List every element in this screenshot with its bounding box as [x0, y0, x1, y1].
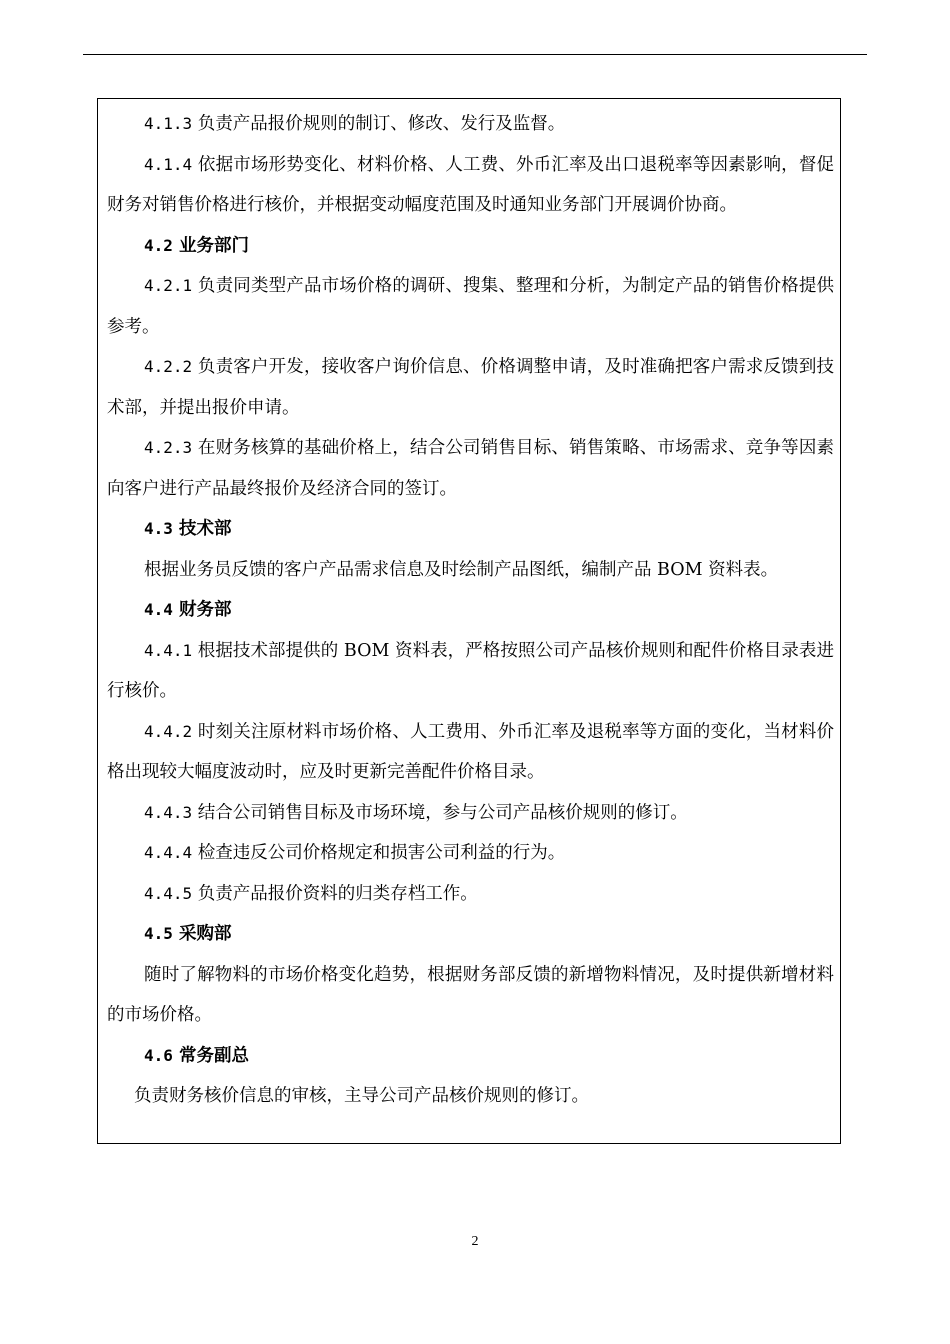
paragraph: [107, 1076, 834, 1117]
paragraph-text: 随时了解物料的市场价格变化趋势，根据财务部反馈的新增物料情况，及时提供新增材料的市场价格。: [107, 964, 834, 1025]
header-rule: [83, 54, 867, 55]
paragraph-number: 4.1.3: [144, 114, 193, 133]
paragraph-text: 负责同类型产品市场价格的调研、搜集、整理和分析，为制定产品的销售价格提供参考。: [107, 276, 834, 337]
section-heading: [107, 226, 834, 267]
paragraph-text: 常务副总: [179, 1045, 249, 1066]
paragraph-number: 4.5: [144, 924, 173, 943]
document-body: [107, 104, 834, 1117]
paragraph-text: 采购部: [179, 924, 232, 944]
page-number: 2: [471, 1234, 479, 1249]
paragraph-text: 财务部: [179, 600, 232, 620]
paragraph-number: 4.4.4: [144, 843, 193, 862]
paragraph-text: 检查违反公司价格规定和损害公司利益的行为。: [197, 843, 566, 863]
paragraph-text: 负责产品报价规则的制订、修改、发行及监督。: [197, 114, 566, 134]
paragraph-number: 4.3: [144, 519, 173, 538]
paragraph: [107, 955, 834, 1036]
paragraph-number: 4.6: [144, 1045, 173, 1065]
paragraph-text: 负责产品报价资料的归类存档工作。: [197, 883, 478, 904]
paragraph-text: 负责财务核价信息的审核，主导公司产品核价规则的修订。: [134, 1086, 589, 1106]
paragraph-number: 4.2: [144, 235, 173, 255]
paragraph-text: 在财务核算的基础价格上，结合公司销售目标、销售策略、市场需求、竞争等因素向客户进行产品最终报价及经济合同的签订。: [107, 438, 834, 499]
paragraph: [107, 347, 834, 428]
paragraph-text: 技术部: [179, 519, 232, 539]
section-heading: [107, 590, 834, 631]
section-heading: [107, 914, 834, 955]
paragraph: [107, 145, 834, 226]
paragraph-text: 业务部门: [179, 235, 249, 256]
paragraph: [107, 874, 834, 915]
paragraph-number: 4.4: [144, 600, 173, 619]
paragraph: [107, 428, 834, 509]
paragraph-number: 4.2.3: [144, 438, 193, 457]
paragraph-text: 结合公司销售目标及市场环境，参与公司产品核价规则的修订。: [197, 802, 688, 823]
paragraph-text: 依据市场形势变化、材料价格、人工费、外币汇率及出口退税率等因素影响，督促财务对销售价格进行核价，并根据变动幅度范围及时通知业务部门开展调价协商。: [107, 154, 834, 215]
paragraph-text: 时刻关注原材料市场价格、人工费用、外币汇率及退税率等方面的变化，当材料价格出现较大幅度波动时，应及时更新完善配件价格目录。: [107, 721, 834, 782]
paragraph-number: 4.4.1: [144, 640, 193, 660]
paragraph-number: 4.4.3: [144, 802, 193, 822]
paragraph: [107, 712, 834, 793]
paragraph-text: 根据技术部提供的 BOM 资料表，严格按照公司产品核价规则和配件价格目录表进行核价。: [107, 640, 834, 701]
paragraph: [107, 104, 834, 145]
paragraph-number: 4.4.5: [144, 883, 193, 903]
paragraph-text: 负责客户开发，接收客户询价信息、价格调整申请，及时准确把客户需求反馈到技术部，并提出报价申请。: [107, 357, 834, 418]
paragraph: [107, 631, 834, 712]
paragraph-number: 4.1.4: [144, 154, 193, 174]
paragraph-number: 4.4.2: [144, 721, 193, 741]
paragraph-text: 根据业务员反馈的客户产品需求信息及时绘制产品图纸，编制产品 BOM 资料表。: [144, 559, 779, 580]
paragraph: [107, 793, 834, 834]
paragraph-number: 4.2.1: [144, 276, 193, 295]
paragraph: [107, 833, 834, 874]
paragraph: [107, 550, 834, 591]
section-heading: [107, 509, 834, 550]
paragraph: [107, 266, 834, 347]
section-heading: [107, 1036, 834, 1077]
paragraph-number: 4.2.2: [144, 357, 193, 376]
